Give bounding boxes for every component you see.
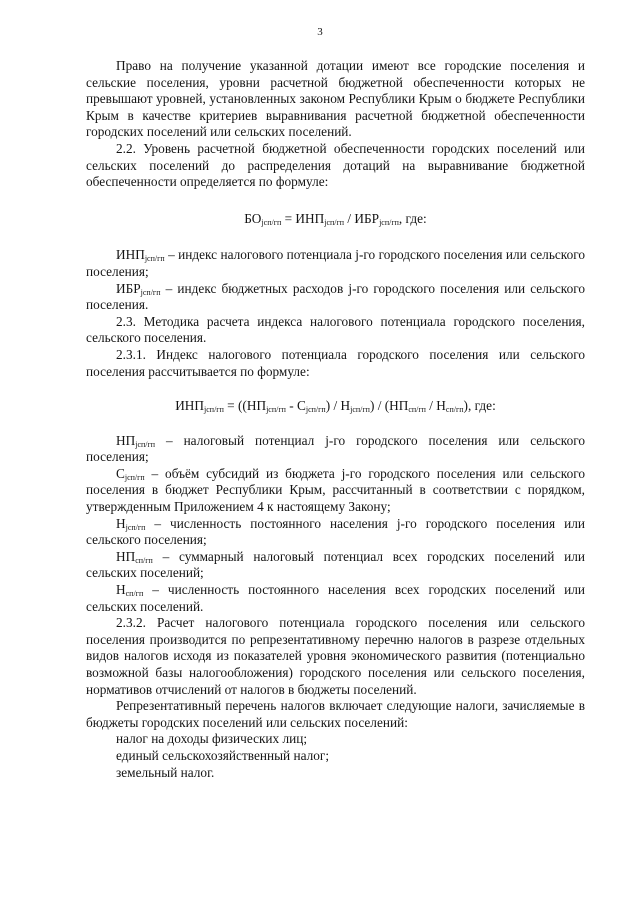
definition-np: $НП_{jсп/гп}$ – налоговый потенциал j-го городского поселения или сельского поселения;: [86, 432, 585, 465]
definition-ibr: $ИБР_{jсп/гп}$ – индекс бюджетных расходов j-го городского поселения или сельского поселения.: [86, 280, 585, 313]
list-item: единый сельскохозяйственный налог;: [116, 747, 330, 763]
definition-c: $С_{jсп/гп}$ – объём субсидий из бюджета j-го городского поселения или сельского поселения в бюджет Республики Крым, рассчитанный в соответствии с порядком, утвержденным Приложением 4 к настоящему Закону;: [86, 465, 585, 515]
list-item: налог на доходы физических лиц;: [116, 731, 308, 747]
definition-inp: $ИНП_{jсп/гп}$ – индекс налогового потенциала j-го городского поселения или сельского поселения;: [86, 247, 585, 279]
paragraph-dotation-right: Право на получение указанной дотации имеют все городские поселения и сельские поселения, уровни расчетной бюджетной обеспеченности которых не превышают уровней, установленных законом Республики Крым о бюджете Республики Крым в качестве критериев выравнивания расчетной бюджетной обеспеченности городских поселений или сельских поселений.: [86, 58, 585, 140]
definition-np-total: $НП_{сп/гп}$ – суммарный налоговый потенциал всех городских поселений или сельских поселений;: [86, 548, 585, 581]
list-item: земельный налог.: [116, 764, 215, 780]
paragraph-2-3: 2.3. Методика расчета индекса налогового потенциала городского поселения, сельского поселения.: [86, 313, 585, 346]
formula-budget-sufficiency: $БО_{jсп/гп} = ИНП_{jсп/гп} / ИБР_{jсп/гп}$, где:: [244, 210, 427, 227]
formula-tax-potential-index: $ИНП_{jсп/гп} = ((НП_{jсп/гп} - С_{jсп/гп}) / Н_{jсп/гп}) / (НП_{сп/гп} / Н_{сп/гп})$, где:: [175, 398, 496, 415]
paragraph-representative-list: Репрезентативный перечень налогов включает следующие налоги, зачисляемые в бюджеты городских поселений или сельских поселений:: [86, 698, 585, 730]
paragraph-2-2: 2.2. Уровень расчетной бюджетной обеспеченности городских поселений или сельских поселений до распределения дотаций на выравнивание бюджетной обеспеченности определяется по формуле:: [86, 140, 585, 190]
paragraph-2-3-2: 2.3.2. Расчет налогового потенциала городского поселения или сельского поселения производится по репрезентативному перечню налогов в разрезе отдельных видов налогов исходя из показателей уровня экономического развития (потенциально возможной базы налогообложения) городского поселения или сельского поселения, нормативов отчислений от налогов в бюджеты поселений.: [86, 615, 585, 697]
document-body: [86, 0, 585, 781]
page-number: 3: [317, 26, 323, 38]
paragraph-2-3-1: 2.3.1. Индекс налогового потенциала городского поселения или сельского поселения рассчитывается по формуле:: [86, 346, 585, 379]
definition-h-total: $Н_{сп/гп}$ – численность постоянного населения всех городских поселений или сельских поселений.: [86, 582, 585, 614]
definition-h: $Н_{jсп/гп}$ – численность постоянного населения j-го городского поселения или сельского поселения;: [86, 515, 585, 548]
